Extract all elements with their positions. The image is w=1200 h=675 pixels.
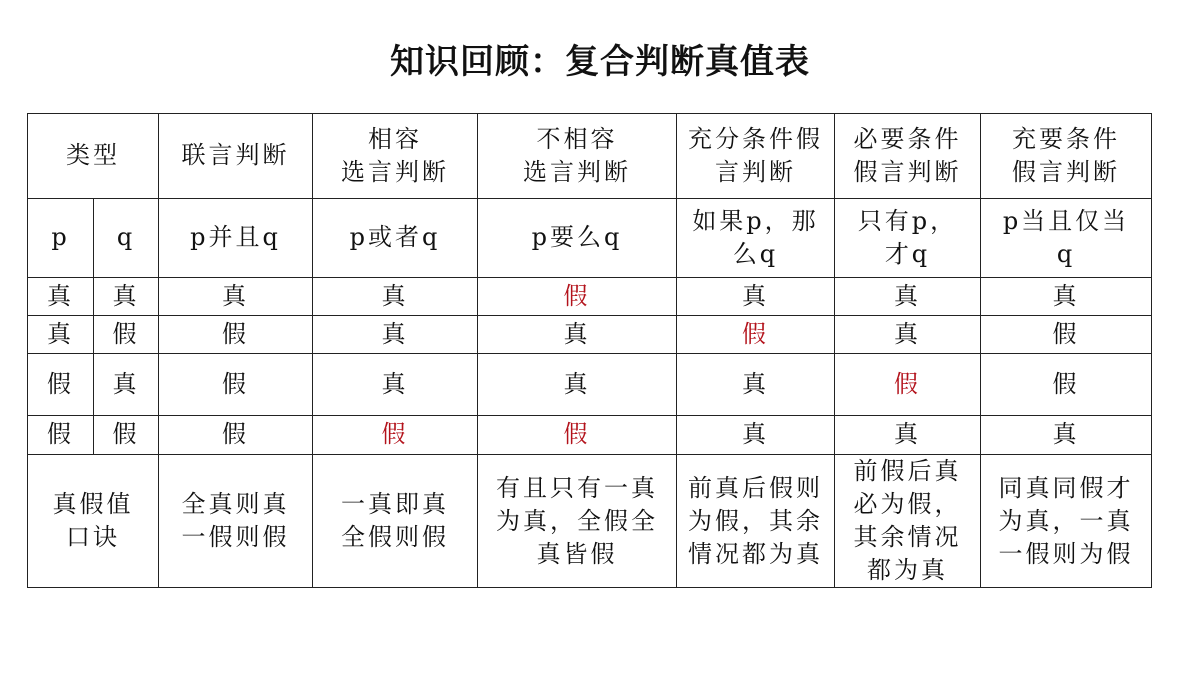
- cell-sufficient: 真: [677, 278, 835, 316]
- cell-biconditional: 假: [981, 316, 1152, 354]
- header-biconditional: 充要条件 假言判断: [981, 114, 1152, 199]
- cell-exclusive: 真: [478, 316, 677, 354]
- header-inclusive-disjunction: 相容 选言判断: [313, 114, 478, 199]
- symbol-p: p: [28, 199, 94, 278]
- cell-p: 真: [28, 278, 94, 316]
- truth-row: [28, 416, 1152, 455]
- cell-conjunction: 假: [159, 354, 313, 416]
- cell-inclusive: 真: [313, 278, 478, 316]
- cell-inclusive: 真: [313, 316, 478, 354]
- cell-biconditional: 真: [981, 278, 1152, 316]
- header-conjunction: 联言判断: [159, 114, 313, 199]
- rule-row: [28, 455, 1152, 588]
- cell-inclusive: 假: [313, 416, 478, 455]
- cell-q: 真: [94, 354, 159, 416]
- truth-row: [28, 278, 1152, 316]
- cell-necessary: 假: [835, 354, 981, 416]
- header-exclusive-disjunction: 不相容 选言判断: [478, 114, 677, 199]
- header-type: 类型: [28, 114, 159, 199]
- symbol-necessary: 只有p， 才q: [835, 199, 981, 278]
- symbol-conjunction: p并且q: [159, 199, 313, 278]
- cell-necessary: 真: [835, 416, 981, 455]
- rule-biconditional: 同真同假才 为真，一真 一假则为假: [981, 455, 1152, 588]
- symbol-sufficient: 如果p，那 么q: [677, 199, 835, 278]
- cell-p: 假: [28, 416, 94, 455]
- cell-conjunction: 假: [159, 416, 313, 455]
- rule-sufficient: 前真后假则 为假，其余 情况都为真: [677, 455, 835, 588]
- cell-sufficient: 假: [677, 316, 835, 354]
- rule-necessary: 前假后真 必为假， 其余情况 都为真: [835, 455, 981, 588]
- cell-sufficient: 真: [677, 416, 835, 455]
- header-row: [28, 114, 1152, 199]
- cell-conjunction: 假: [159, 316, 313, 354]
- header-necessary-condition: 必要条件 假言判断: [835, 114, 981, 199]
- symbol-inclusive: p或者q: [313, 199, 478, 278]
- truth-row: [28, 316, 1152, 354]
- truth-row: [28, 354, 1152, 416]
- page-title: 知识回顾：复合判断真值表: [390, 42, 810, 82]
- cell-conjunction: 真: [159, 278, 313, 316]
- rule-exclusive: 有且只有一真 为真，全假全 真皆假: [478, 455, 677, 588]
- rule-conjunction: 全真则真 一假则假: [159, 455, 313, 588]
- cell-exclusive: 假: [478, 278, 677, 316]
- cell-q: 真: [94, 278, 159, 316]
- cell-q: 假: [94, 316, 159, 354]
- cell-necessary: 真: [835, 278, 981, 316]
- cell-p: 真: [28, 316, 94, 354]
- cell-p: 假: [28, 354, 94, 416]
- header-sufficient-condition: 充分条件假 言判断: [677, 114, 835, 199]
- symbol-biconditional: p当且仅当 q: [981, 199, 1152, 278]
- cell-biconditional: 真: [981, 416, 1152, 455]
- rule-inclusive: 一真即真 全假则假: [313, 455, 478, 588]
- symbol-q: q: [94, 199, 159, 278]
- truth-table: [27, 113, 1152, 588]
- cell-exclusive: 假: [478, 416, 677, 455]
- cell-inclusive: 真: [313, 354, 478, 416]
- cell-necessary: 真: [835, 316, 981, 354]
- rule-label: 真假值 口诀: [28, 455, 159, 588]
- cell-biconditional: 假: [981, 354, 1152, 416]
- cell-q: 假: [94, 416, 159, 455]
- cell-exclusive: 真: [478, 354, 677, 416]
- cell-sufficient: 真: [677, 354, 835, 416]
- symbol-exclusive: p要么q: [478, 199, 677, 278]
- symbol-row: [28, 199, 1152, 278]
